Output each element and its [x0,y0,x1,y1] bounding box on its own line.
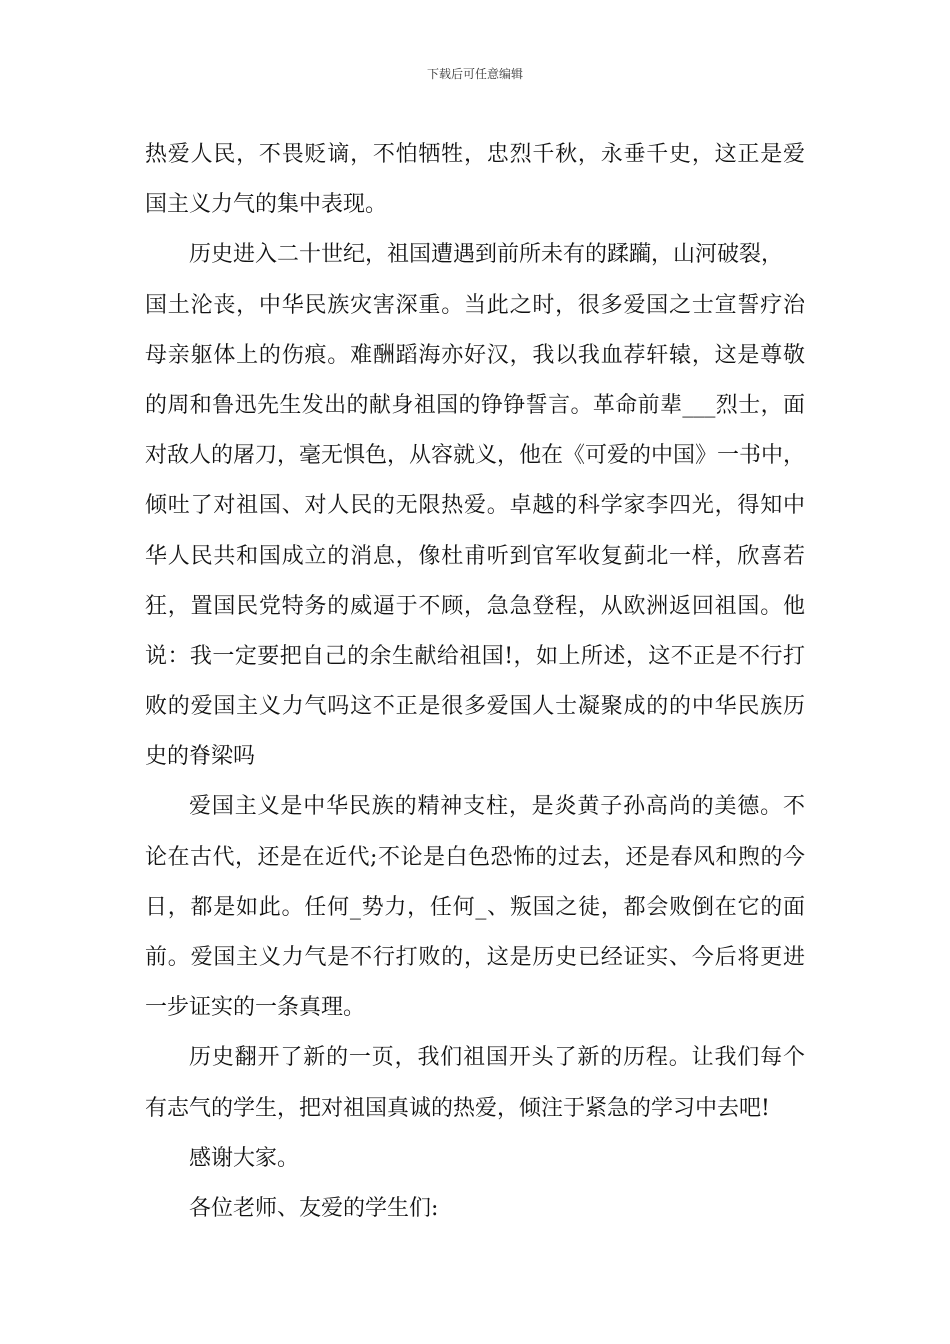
text-line: 说：我一定要把自己的余生献给祖国!，如上所述，这不正是不行打 [145,643,805,669]
text-line: 热爱人民，不畏贬谪，不怕牺牲，忠烈千秋，永垂千史，这正是爱 [145,142,805,167]
text-line: 败的爱国主义力气吗这不正是很多爱国人士凝聚成的的中华民族历 [145,694,805,720]
text-line: 论在古代，还是在近代;不论是白色恐怖的过去，还是春风和煦的今 [145,844,805,870]
page-header: 下载后可任意编辑 [426,67,523,81]
text-line: 日，都是如此。任何_势力，任何_、叛国之徒，都会败倒在它的面 [145,894,805,920]
text-line: 母亲躯体上的伤痕。难酬蹈海亦好汉，我以我血荐轩辕，这是尊敬 [145,342,805,368]
paragraph-start-line: 历史进入二十世纪，祖国遭遇到前所未有的蹂躏，山河破裂， [189,242,784,268]
text-line: 华人民共和国成立的消息，像杜甫听到官军收复蓟北一样，欣喜若 [145,543,805,569]
text-line: 前。爱国主义力气是不行打败的，这是历史已经证实、今后将更进 [145,945,805,970]
text-line: 的周和鲁迅先生发出的献身祖国的铮铮誓言。革命前辈___烈士，面 [145,392,805,418]
paragraph-start-line: 历史翻开了新的一页，我们祖国开头了新的历程。让我们每个 [189,1045,805,1071]
paragraph-start-line: 各位老师、友爱的学生们: [189,1195,439,1221]
paragraph-start-line: 爱国主义是中华民族的精神支柱，是炎黄子孙高尚的美德。不 [189,794,805,820]
text-line: 对敌人的屠刀，毫无惧色，从容就义，他在《可爱的中国》一书中， [145,443,806,469]
text-line: 倾吐了对祖国、对人民的无限热爱。卓越的科学家李四光，得知中 [145,493,805,519]
text-line: 国主义力气的集中表现。 [145,192,388,218]
text-line: 一步证实的一条真理。 [145,995,366,1021]
paragraph-start-line: 感谢大家。 [189,1145,300,1171]
text-line: 狂，置国民党特务的威逼于不顾，急急登程，从欧洲返回祖国。他 [145,593,805,619]
text-line: 史的脊梁吗 [145,744,256,770]
text-line: 有志气的学生，把对祖国真诚的热爱，倾注于紧急的学习中去吧! [145,1095,770,1121]
document-body [145,130,805,1234]
text-line: 国土沦丧，中华民族灾害深重。当此之时，很多爱国之士宣誓疗治 [145,292,805,318]
